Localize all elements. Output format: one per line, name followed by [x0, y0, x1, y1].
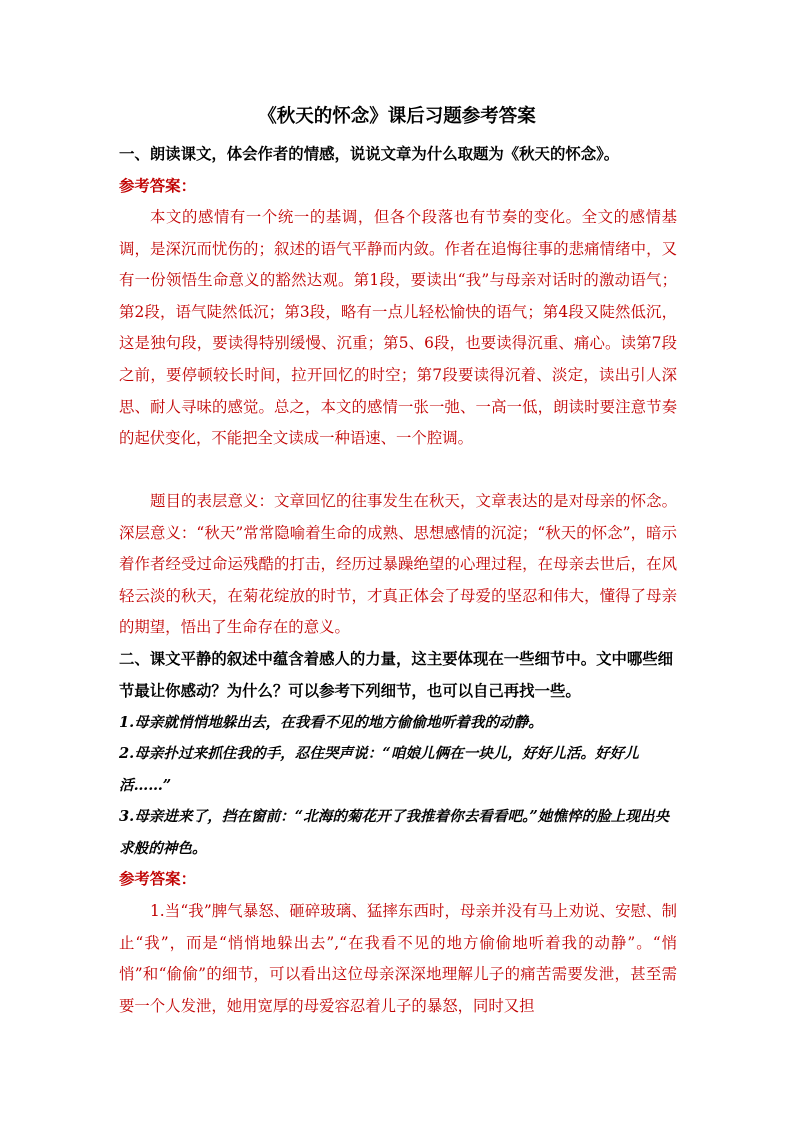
question-2: 二、课文平静的叙述中蕴含着感人的力量，这主要体现在一些细节中。文中哪些细节最让你感动？为什么？可以参考下列细节，也可以自己再找一些。	[119, 650, 674, 700]
answer-label-1: 参考答案：	[119, 177, 196, 195]
detail-1: 1.母亲就悄悄地躲出去，在我看不见的地方偷偷地听着我的动静。	[119, 714, 543, 731]
question-1: 一、朗读课文，体会作者的情感，说说文章为什么取题为《秋天的怀念》。	[119, 145, 620, 163]
document-title: 《秋天的怀念》课后习题参考答案	[258, 106, 536, 127]
answer-1-paragraph-2: 题目的表层意义：文章回忆的往事发生在秋天，文章表达的是对母亲的怀念。深层意义：“秋天”常常隐喻着生命的成熟、思想感情的沉淀；“秋天的怀念”，暗示着作者经受过命运残酷的打击，经历过暴躁绝望的心理过程，在母亲去世后，在风轻云淡的秋天，在菊花绽放的时节，才真正体会了母爱的坚忍和伟大，懂得了母亲的期望，悟出了生命存在的意义。	[119, 492, 677, 637]
answer-2-paragraph-1: 1.当“我”脾气暴怒、砸碎玻璃、猛摔东西时，母亲并没有马上劝说、安慰、制止“我”，而是“悄悄地躲出去”,“在我看不见的地方偷偷地听着我的动静”。“悄悄”和“偷偷”的细节，可以看出这位母亲深深地理解儿子的痛苦需要发泄，甚至需要一个人发泄，她用宽厚的母爱容忍着儿子的暴怒，同时又担	[119, 902, 677, 1015]
detail-2: 2.母亲扑过来抓住我的手，忍住哭声说：“咱娘儿俩在一块儿，好好儿活。好好儿活……”	[119, 745, 639, 794]
answer-label-2: 参考答案：	[119, 870, 196, 888]
answer-1-paragraph-1: 本文的感情有一个统一的基调，但各个段落也有节奏的变化。全文的感情基调，是深沉而忧伤的；叙述的语气平静而内敛。作者在追悔往事的悲痛情绪中，又有一份领悟生命意义的豁然达观。第1段，要读出“我”与母亲对话时的激动语气；第2段，语气陡然低沉；第3段，略有一点儿轻松愉快的语气；第4段又陡然低沉，这是独句段，要读得特别缓慢、沉重；第5、6段，也要读得沉重、痛心。读第7段之前，要停顿较长时间，拉开回忆的时空；第7段要读得沉着、淡定，读出引人深思、耐人寻味的感觉。总之，本文的感情一张一弛、一高一低，朗读时要注意节奏的起伏变化，不能把全文读成一种语速、一个腔调。	[119, 208, 677, 448]
detail-3: 3.母亲进来了，挡在窗前：“北海的菊花开了我推着你去看看吧。”她憔悴的脸上现出央求般的神色。	[119, 808, 670, 857]
